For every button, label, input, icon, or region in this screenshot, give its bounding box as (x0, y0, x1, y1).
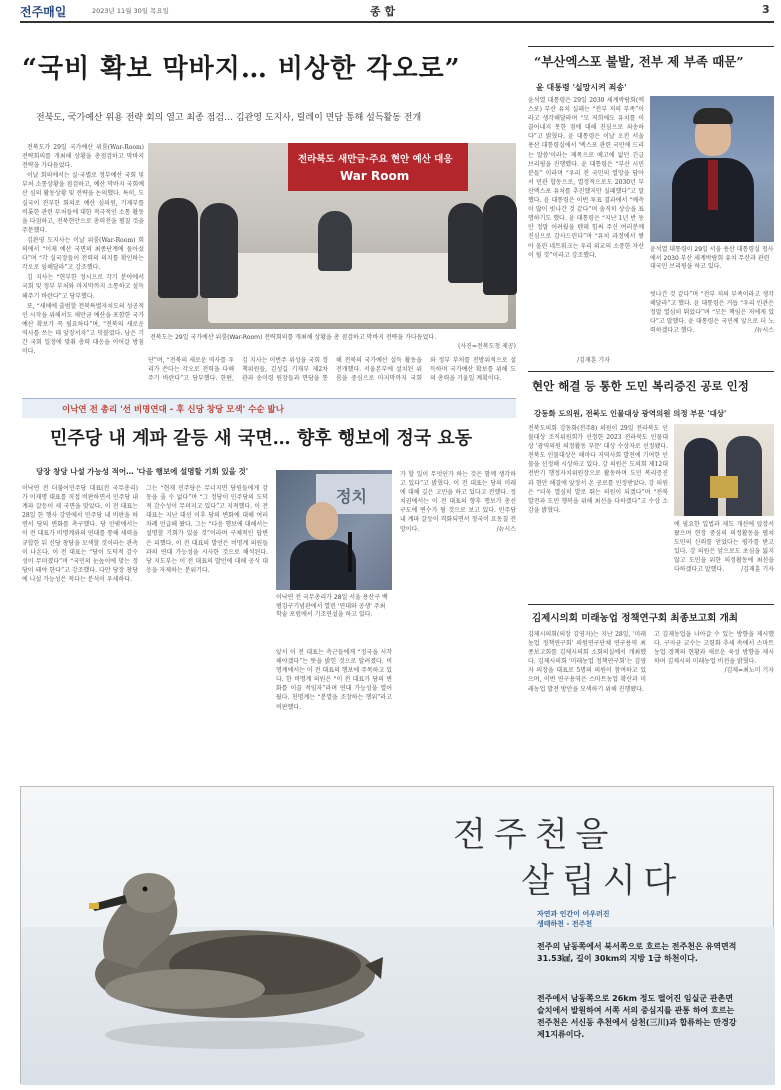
lead-subhead: 전북도, 국가예산 위용 전략 회의 열고 최종 점검… 김관영 도지사, 릴레이 면담 통해 설득활동 전개 (36, 113, 422, 123)
award-photo (674, 424, 774, 516)
duck-illustration (65, 849, 385, 1059)
attendee (483, 195, 517, 295)
ad-title-line2: 살립시다 (521, 861, 685, 901)
duck-eye (143, 887, 148, 892)
ad-sub1: 자연과 인간이 어우러진 (537, 910, 610, 918)
kim-col2 (654, 630, 774, 770)
attendee (318, 211, 352, 271)
lee-photo (276, 470, 392, 590)
screen-banner-line1: 전라북도 새만금·주요 현안 예산 대응 (298, 154, 453, 165)
lead-body-right-text: 단”며, “전북의 새로운 역사를 우리가 쓴다는 각오로 전력을 다해주기 바란다”고 당부했다. 한편, 김 지사는 이번주 위성을 국회 정책위원들, 김성길 기재부 제2차관과 송미령 원장들과 면담을 통해 전북의 국가예산 설득 활동을 전개했다. 서울본부에 설치된 위룸을 중심으로 마지막까지 국회와 정부 부처를 전방위적으로 설득하며 국가예산 확보를 위해 도의 총력을 기울일 계획이다. (148, 357, 516, 383)
issue-date: 2023년 11월 30일 목요일 (92, 7, 169, 15)
lead-para: 이날 회의에서는 실·국별로 정부예산 국회 및 부처 소통상황을 점검하고, 예산 막바지 국회예산 심의 활동상황 및 전략을 논의했다. 특히, 도 실국이 전부한 회의로 예산 심의원, 기재부를 비롯한 관련 부처들에 대한 적극적인 소통 활동을 다짐하고, 전북현안으로 총력전을 펼칠 것을 주문했다. (22, 172, 144, 234)
kim-col2-text: 고 김제농업을 나아갈 수 있는 방향을 제시했다. 구자균 교수는 고령화 추세 속에서 스마트 농업 정책의 현황과 새로운 육성 방향을 제시하며 김제시의 미래농업 비전을 밝혔다. (654, 631, 774, 666)
war-room-caption (150, 334, 516, 350)
attendee (200, 203, 238, 298)
president-tie (708, 160, 718, 210)
paper-name: 전주매일 (20, 5, 67, 19)
president-photo (650, 96, 774, 242)
welfare-headline: 현안 해결 등 통한 도민 복리증진 공로 인정 (532, 379, 749, 393)
welfare-body2-text: 에 필요한 입법과 제도 개선에 앞장서 왔으며 현장 중심의 의정활동을 펼쳐 도민의 신뢰를 얻었다는 평가를 받고 있다. 강 의원은 앞으로도 초심을 잃지 않고 도민을 위한 의정활동에 최선을 다하겠다고 말했다. (674, 521, 774, 574)
kim-col1: 김제시의회(의장 김영자)는 지난 28일, '미래농업 정책연구회' 의원연구단체 연구용역 최종보고회를 김제시의회 소회의실에서 개최했다. 김제시의회 '미래농업 정책연구회'는 김영자 의장을 대표로 5명의 의원이 참여하고 있으며, 이번 연구용역은 스마트농업 확산과 미래농업 발전 방안을 모색하기 위해 진행됐다. (528, 631, 646, 693)
busan-body2-text: 빗나간 것 같다”며 “전부 저의 부족이라고 생각해달라”고 했다. 윤 대통령은 거듭 “우리 민관은 정말 열심히 뛰었다”며 “모든 책임은 저에게 있다”고 말했다. 윤 대통령은 국민께 앞으로 더 노력하겠다고 했다. (650, 291, 774, 335)
section-name: 종 합 (370, 5, 396, 18)
lee-banner-text: 이낙연 전 총리 '선 비명연대 - 후 신당 창당 모색' 수순 밟나 (62, 405, 284, 415)
lee-caption: 이낙연 전 국무총리가 28일 서울 용산구 백범김구기념관에서 열린 '연대와 공생' 주최 학술 포럼에서 기조연설을 하고 있다. (276, 594, 388, 618)
lee-reporter: /뉴시스 (496, 525, 516, 533)
president-hair (693, 108, 733, 124)
ad-sub2: 생태하천 - 전주천 (537, 920, 593, 928)
lee-col3: 앞서 이 전 대표는 측근들에게 “정국을 시작해야겠다”는 뜻을 밝힌 것으로 알려졌다. 비명계에서는 이 전 대표의 행보에 주목하고 있다. 한 비명계 의원은 “이 전 대표가 당의 변화를 이끌 적임자”라며 연대 가능성을 열어뒀다. 친명계는 “분열을 조장하는 행위”라고 비판했다. (276, 649, 392, 711)
lead-para: 전북도가 29일 국가예산 위룸(War-Room) 전략회의를 개최해 상황을 총점검하고 막바지 전략을 가다듬었다. (22, 144, 144, 170)
lee-col2: 그는 “현재 민주당은 무너지면 당원들에게 감동을 줄 수 없다”며 “그 정당이 민주당의 도덕적 감수성이 무뎌지고 있다”고 지적했다. 이 전 대표는 지난 대선 이후 당의 변화에 대해 여러 차례 언급해 왔다. 그는 “다음 행보에 대해서는 설명할 기회가 있을 것”이라며 구체적인 답변은 피했다. 이 전 대표의 발언은 비명계 의원들과의 연대 가능성을 시사한 것으로 해석된다. 당 지도부는 이 전 대표의 발언에 대해 공식 대응을 자제하는 분위기다. (146, 485, 268, 574)
right-top-rule (528, 46, 774, 47)
masthead (0, 0, 781, 22)
lee-suit (290, 540, 356, 590)
kim-reporter: /김제=최노미 기자 (724, 667, 774, 675)
welfare-rule (528, 371, 774, 372)
lee-subhead: 당장 창당 나설 가능성 적어… '다음 행보에 설명할 기회 있을 것' (36, 467, 249, 476)
page-number: 3 (762, 3, 770, 16)
duck-belly (105, 969, 265, 1009)
duck-reflection (105, 1021, 365, 1049)
busan-subhead: 윤 대통령 '실망시켜 죄송' (536, 83, 627, 92)
lee-col1: 이낙연 전 더불어민주당 대표(전 국무총리)가 이재명 대표를 직접 비판하면서 민주당 내 계파 갈등이 새 국면을 맞았다. 이 전 대표는 28일 한 행사 강연에서 민주당 내 비판을 하면서 당의 변화를 촉구했다. 당 안팎에서는 이 전 대표가 비명계와의 연대를 통해 세력을 규합한 뒤 신당 창당을 모색할 것이라는 관측이 나온다. 이 전 대표는 “당이 도덕적 감수성이 무뎌졌다”며 “국민의 눈높이에 맞는 정당이 돼야 한다”고 강조했다. 다만 당장 창당에 나설 가능성은 적다는 분석이 우세하다. (22, 485, 138, 583)
lee-head (306, 502, 338, 540)
welfare-subhead: 강동화 도의원, 전북도 인물대상 광역의원 의정 부문 '대상' (534, 409, 727, 418)
busan-headline: “부산엑스포 불발, 전부 제 부족 때문” (534, 54, 744, 69)
screen-banner-line2: War Room (340, 169, 410, 183)
welfare-reporter: /김재훈 기자 (741, 566, 774, 574)
masthead-rule (20, 21, 774, 23)
award-plaque (710, 476, 738, 498)
president-caption: 윤석열 대통령이 29일 서울 용산 대통령실 청사에서 2030 부산 세계박람회 유치 무산과 관련 대국민 브리핑을 하고 있다. (650, 246, 774, 270)
ad-title-line1: 전주천을 (453, 815, 617, 855)
war-room-photo (148, 143, 516, 329)
war-room-caption-credit: (사진=전북도청 제공) (458, 343, 516, 350)
busan-body: 윤석열 대통령은 29일 2030 세계박람회(엑스포) 부산 유치 실패는 “전부 저의 부족”이라고 생각해달라며 “모 저희에도 유치를 이끌어내지 못한 점에 대해 진심으로 죄송하다”고 밝혔다. 윤 대통령은 이날 오전 서울 용산 대통령실에서 '엑스포 관련 국민에 드리는 말씀'이라는 제목으로 예고에 없던 긴급 브리핑을 진행했다. 윤 대통령은 “부산 시민분들” 이라며 “우리 전 국민의 열망을 담아서 민관 합동으로, 열정적으로도 2030년 부산엑스포 유치를 추진했지만 실패했다”고 말했다. 윤 대통령은 이번 투표 결과에서 “예측이 많이 빗나간 것 같다”며 솔직히 상승을 표명하기도 했다. 윤 대통령은 “지난 1년 반 동안 정말 어려웠을 텐데 힘써 주신 여러분께 진심으로 감사드린다”며 “유치 과정에서 쌓아 올린 네트워크는 우리 외교의 소중한 자산이 될 것”이라고 강조했다. (528, 97, 644, 259)
lee-banner (22, 398, 516, 418)
lead-body (22, 143, 144, 373)
lead-para: 김관영 도지사는 이날 위룸(War-Room) 회의에서 “이제 예산 국면의 최종단계에 돌아섰다”며 “각 실국장들이 전력의 의지를 확인하는 각오로 임해달라”고 강조했다. (22, 236, 144, 272)
war-room-screen (288, 143, 468, 191)
ad-para1: 전주의 남동쪽에서 북서쪽으로 흐르는 전주천은 유역면적 31.53㎢, 길이 30km의 지방 1급 하천이다. (537, 942, 737, 963)
lead-reporter: /김재훈 기자 (577, 357, 610, 364)
lee-col4 (400, 470, 516, 770)
lee-headline: 민주당 내 계파 갈등 새 국면… 향후 행보에 정국 요동 (50, 428, 473, 449)
lead-body-right (148, 356, 610, 386)
war-room-caption-text: 전북도는 29일 국가예산 위룸(War-Room) 전략회의를 개최해 상황을 총 점검하고 막바지 전략을 가다듬었다. (150, 334, 437, 341)
kim-rule (528, 604, 774, 605)
lee-col4-text: 가 할 일이 무엇인가 하는 것은 함께 생각하고 있다”고 밝혔다. 이 전 대표는 당의 미래에 대해 깊은 고민을 하고 있다고 전했다. 정치권에서는 이 전 대표의 향후 행보가 총선 구도에 변수가 될 것으로 보고 있다. 민주당 내 계파 갈등이 격화되면서 정국이 요동칠 전망이다. (400, 471, 516, 533)
lead-para: 또, “새해에 출범할 전북특별자치도의 성공적인 시작을 위해서도 새만금 예산을 포함한 국가예산 확보가 꼭 필요하다”며, “전북의 새로운 역사를 쓰는 데 앞장서자”고 덧붙였다. 남은 기간 국회 일정에 맞춰 총력 대응을 이어갈 방침이다. (22, 302, 144, 356)
welfare-body: 전북도의회 강동화(전주8) 의원이 29일 전라북도 인물대상 조직위원회가 선정한 2023 전라북도 인물대상 '광역의원 의정활동 부문' 대상 수상자로 선정됐다. 전북도 인물대상은 해마다 지역사회 발전에 기여한 인물을 선정해 시상하고 있다. 강 의원은 도의회 제12대 전반기 행정자치위원장으로 활동하며 도민 복리증진과 현안 해결에 앞장서 온 공로를 인정받았다. 강 의원은 “더욱 열심히 발로 뛰는 의원이 되겠다”며 “전북 발전과 도민 행복을 위해 최선을 다하겠다”고 수상 소감을 밝혔다. (528, 425, 668, 514)
duck-bill-tip (89, 903, 99, 909)
jeonju-stream-ad (20, 786, 774, 1084)
duck-head (123, 873, 175, 913)
busan-body2 (650, 290, 774, 350)
ad-para2: 전주에서 남동쪽으로 26km 정도 떨어진 임실군 관촌면 슬치에서 발원하여 서쪽 서의 중심지를 관통 하여 흐르는 전주천은 서신동 추천에서 삼천(三川)과 합류하는 만경강 제1지류이다. (537, 994, 737, 1039)
lee-backdrop-sign-text: 정치 (336, 487, 367, 506)
lead-headline: “국비 확보 막바지… 비상한 각오로” (22, 54, 461, 84)
welfare-body2 (674, 520, 774, 592)
attendee (158, 198, 198, 298)
lee-microphone (348, 532, 352, 572)
busan-reporter: /뉴시스 (754, 327, 774, 335)
kim-headline: 김제시의회 미래농업 정책연구회 최종보고회 개최 (532, 613, 738, 624)
lead-para: 김 지사는 “현부한 정시으로 각기 분야에서 국회 및 정부 부처와 마지막까지 소통하고 설득해주기 바란다”고 당부했다. (22, 274, 144, 300)
attendee (448, 203, 484, 283)
